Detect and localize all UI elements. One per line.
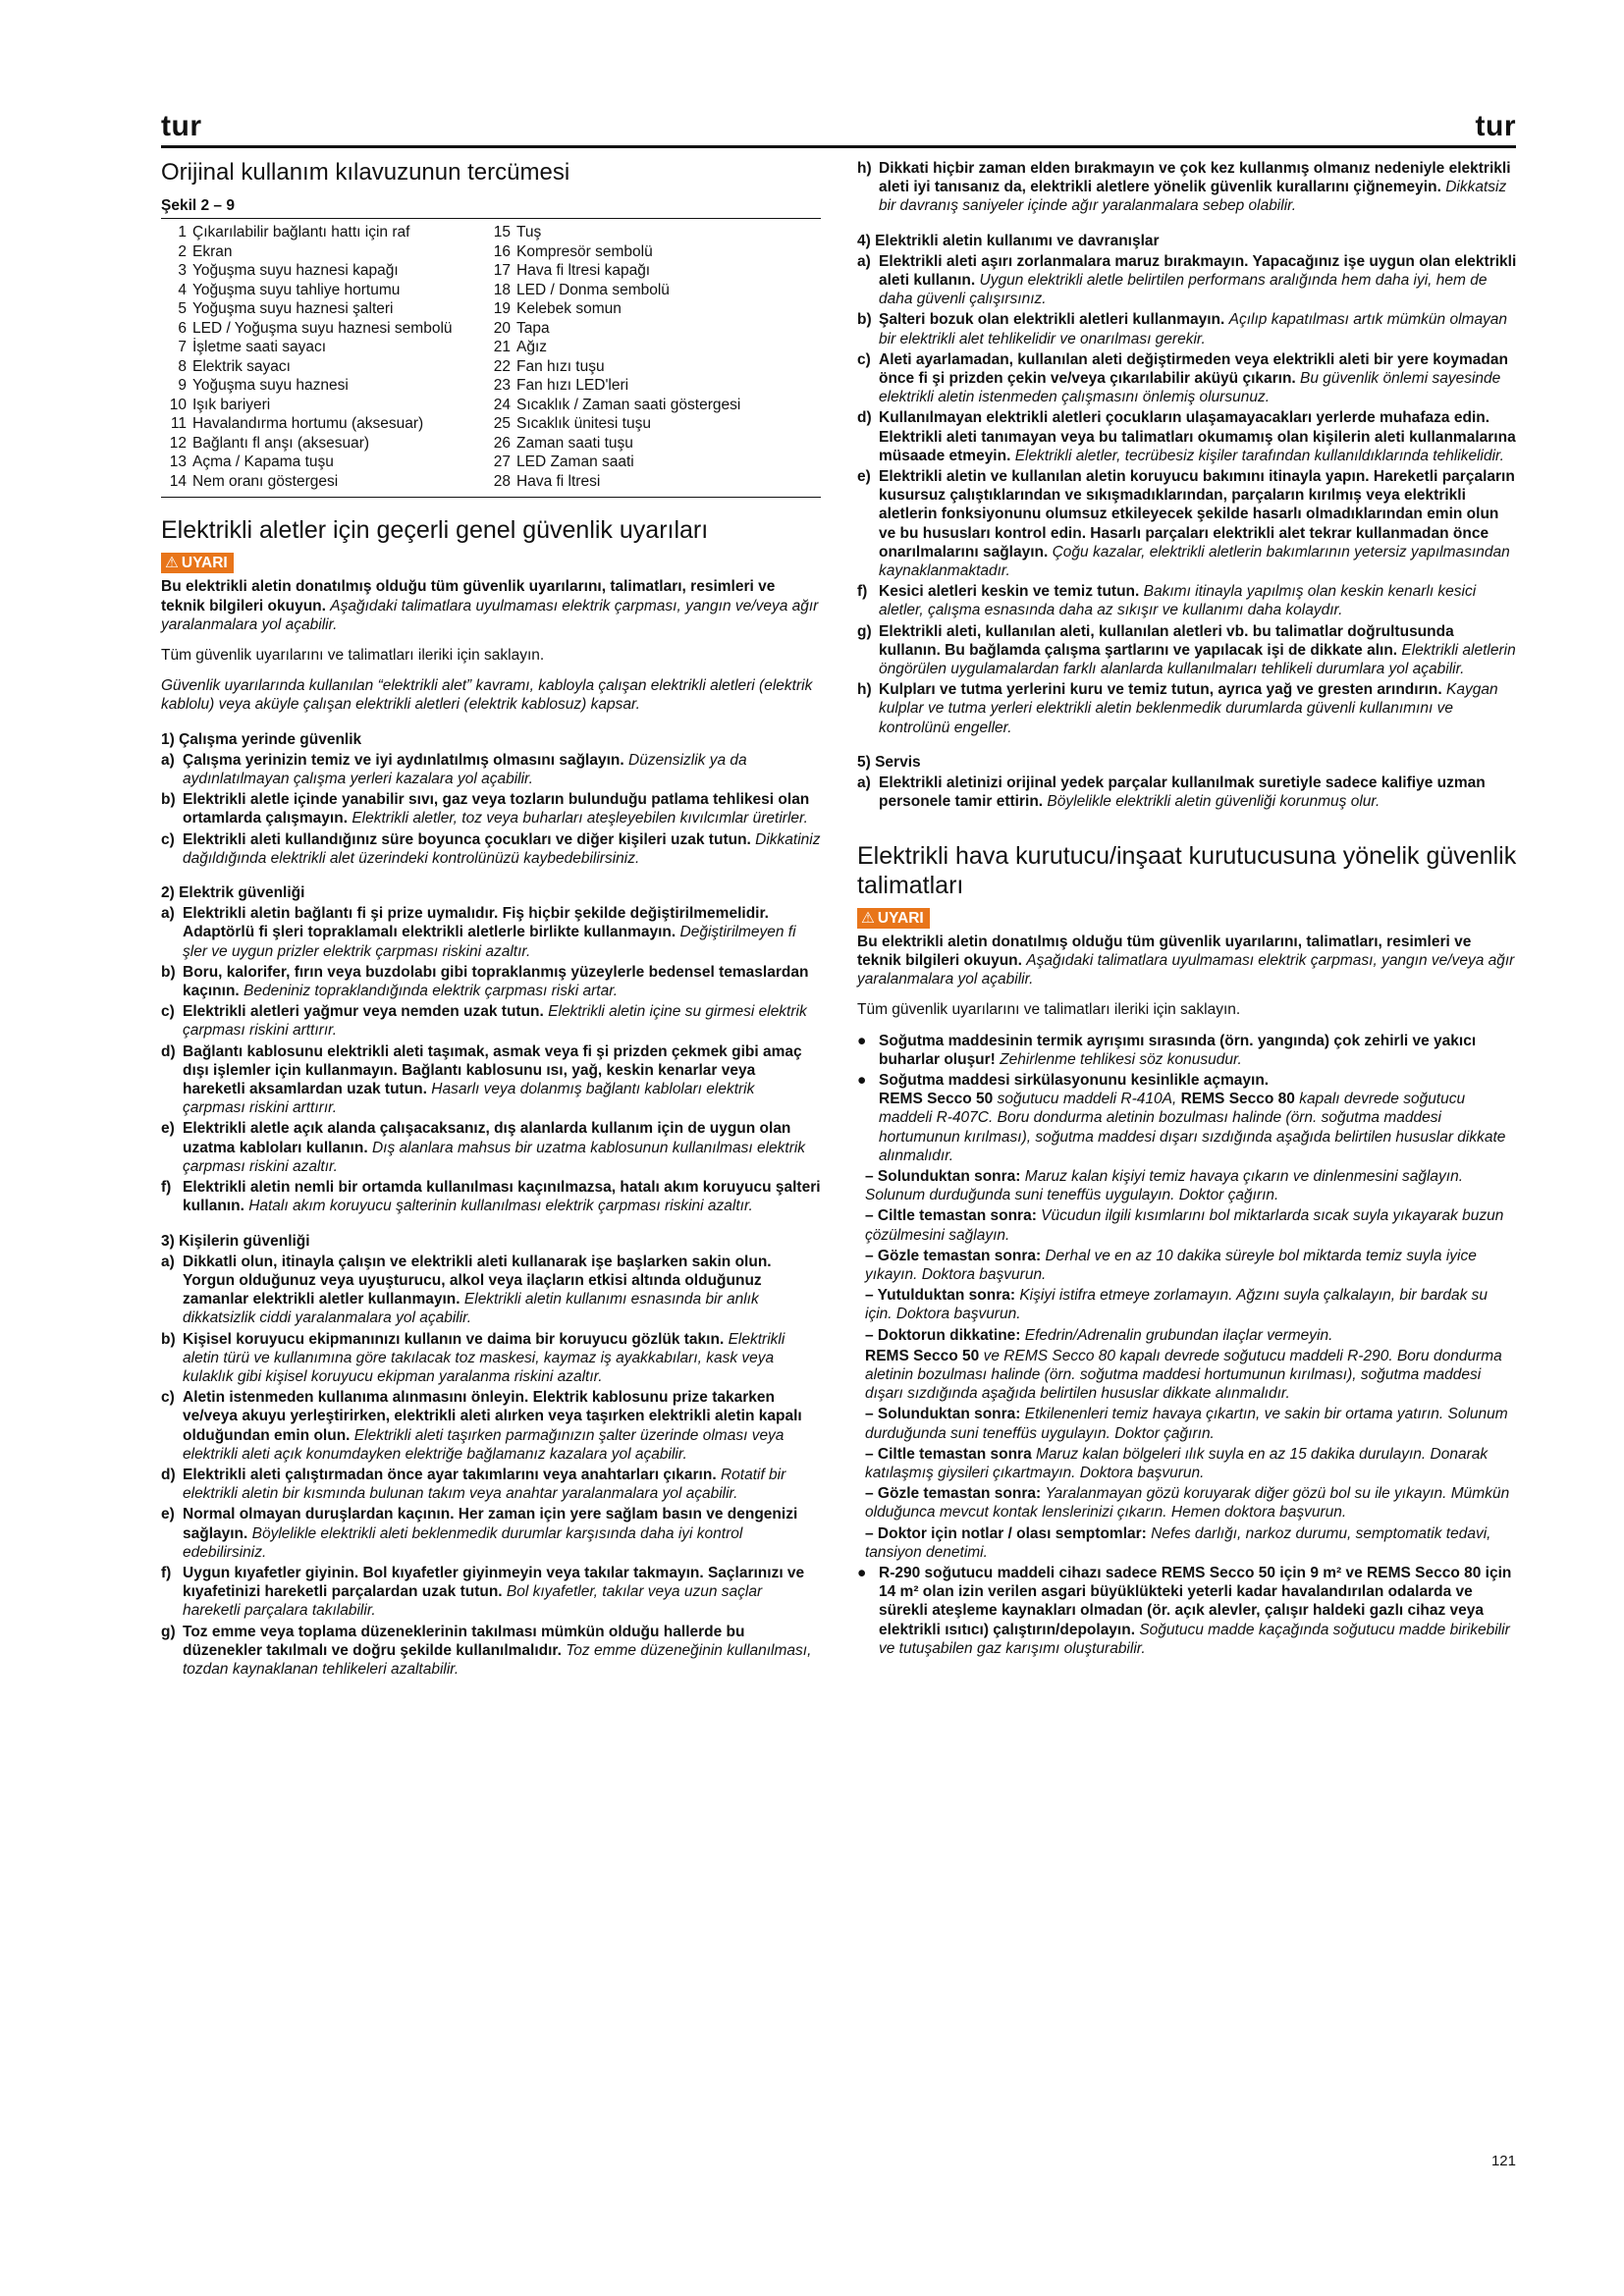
item-letter: g) bbox=[857, 622, 872, 640]
item-bold: Bağlantı kablosunu elektrikli aleti taşımak, asmak veya fi şi prizden çekmek gibi amaç dışı işlemler için kullanmayın. Bağlantı kablosunu ısı, yağ, keskin kenarlar veya hareketli aksamlardan uzak tutun. bbox=[183, 1042, 802, 1098]
legend-item bbox=[485, 319, 819, 339]
step-italic: Vücudun ilgili kısımlarını bol miktarlarda sıcak suyla yıkayarak buzun çözülmesini sağlayın. bbox=[865, 1207, 1504, 1244]
legend-item bbox=[161, 319, 485, 339]
item-bold: Kişisel koruyucu ekipmanınızı kullanın ve daima bir koruyucu gözlük takın. bbox=[183, 1330, 725, 1348]
legend-number: 18 bbox=[493, 281, 511, 298]
item-bold: Boru, kalorifer, fırın veya buzdolabı gibi topraklanmış yüzeylerle bedensel temaslardan kaçının. bbox=[183, 963, 809, 1000]
item-bold: Elektrikli aleti aşırı zorlanmalara maruz bırakmayın. Yapacağınız işe uygun olan elektrikli aleti kullanın. bbox=[879, 252, 1517, 290]
item-bold: Elektrikli aleti, kullanılan aleti, kullanılan aletleri vb. bu talimatlar doğrultusunda kullanın. Bu bağlamda çalışma şartlarını ve yapılacak işi de dikkate alın. bbox=[879, 622, 1454, 659]
legend-item bbox=[161, 299, 485, 319]
instruction-item bbox=[161, 751, 821, 788]
step-italic: Efedrin/Adrenalin grubundan ilaçlar vermeyin. bbox=[1024, 1326, 1333, 1344]
legend-label: Ağız bbox=[516, 339, 548, 356]
legend-column-1 bbox=[161, 223, 485, 491]
instruction-item bbox=[857, 622, 1517, 679]
item-letter: a) bbox=[161, 905, 175, 923]
left-column bbox=[161, 159, 821, 1681]
legend-label: Yoğuşma suyu haznesi şalteri bbox=[192, 300, 394, 318]
legend-number: 7 bbox=[178, 339, 187, 356]
legend-number: 10 bbox=[169, 396, 187, 413]
item-text bbox=[183, 1178, 821, 1215]
item-letter: b) bbox=[161, 791, 176, 809]
item-italic: Dış alanlara mahsus bir uzatma kablosunun kullanılması elektrik çarpması riskini azaltır. bbox=[183, 1139, 806, 1175]
instruction-item bbox=[161, 963, 821, 1000]
step-italic: Etkilenenleri temiz havaya çıkartın, ve sakin bir ortama yatırın. Solunum durduğunda suni teneffüs uygulayın. Doktor çağırın. bbox=[865, 1406, 1508, 1442]
item-letter: e) bbox=[857, 468, 871, 486]
item-text bbox=[879, 408, 1517, 465]
instruction-item bbox=[857, 582, 1517, 619]
legend-number: 19 bbox=[493, 300, 511, 318]
intro-italic: Aşağıdaki talimatlara uyulmaması elektrik çarpması, yangın ve/veya ağır yaralanmalara yol açabilir. bbox=[161, 597, 819, 633]
legend-item bbox=[161, 338, 485, 357]
item-bold: Kesici aletleri keskin ve temiz tutun. bbox=[879, 583, 1140, 601]
legend-item bbox=[161, 281, 485, 300]
first-aid-step bbox=[865, 1206, 1517, 1244]
item-text bbox=[183, 904, 821, 961]
item-text bbox=[183, 1330, 821, 1387]
legend-number: 6 bbox=[178, 319, 187, 337]
product-name: REMS Secco 80 bbox=[1180, 1091, 1295, 1108]
legend-number: 9 bbox=[178, 377, 187, 395]
step-bold: – Ciltle temastan sonra: bbox=[865, 1207, 1037, 1225]
item-text bbox=[183, 790, 821, 828]
legend-number: 1 bbox=[178, 224, 187, 241]
step-bold: – Gözle temastan sonra: bbox=[865, 1485, 1042, 1503]
item-italic: Hasarlı veya dolanmış bağlantı kabloları elektrik çarpması riskini arttırır. bbox=[183, 1081, 755, 1117]
product-text: kapalı devrede soğutucu maddeli R-407C. Boru dondurma aletinin bozulması halinde (örn. soğutma maddesi hortumunun kırılması), soğutma maddesi dışarı sızdığında aşağıda belirtilen hususlar dikkate alınmalıdır. bbox=[879, 1091, 1506, 1164]
warning-label: UYARI bbox=[181, 555, 228, 572]
item-text bbox=[183, 963, 821, 1000]
item-letter: e) bbox=[161, 1506, 175, 1523]
item-text bbox=[183, 830, 821, 868]
item-text bbox=[879, 467, 1517, 580]
instruction-item bbox=[161, 1388, 821, 1464]
item-text bbox=[183, 1564, 821, 1621]
instruction-item bbox=[161, 1564, 821, 1621]
first-aid-step bbox=[865, 1326, 1517, 1345]
item-letter: b) bbox=[161, 963, 176, 981]
legend-item bbox=[485, 261, 819, 281]
legend-label: Fan hızı LED'leri bbox=[516, 377, 629, 395]
item-bold: Elektrikli aletleri yağmur veya nemden uzak tutun. bbox=[183, 1003, 544, 1021]
item-italic: Elektrikli aletin türü ve kullanımına göre takılacak toz maskesi, kaymaz iş ayakkabıları, kask veya kulaklık gibi kişisel koruyucu ekipman yaralanma riskini azaltır. bbox=[183, 1330, 785, 1385]
dryer-intro bbox=[857, 933, 1517, 989]
legend-number: 14 bbox=[169, 472, 187, 490]
legend-column-2 bbox=[485, 223, 819, 491]
dryer-section-title: Elektrikli hava kurutucu/inşaat kurutucusuna yönelik güvenlik talimatları bbox=[857, 841, 1517, 899]
legend-label: Elektrik sayacı bbox=[192, 357, 291, 375]
bullet-bold: Soğutma maddesinin termik ayrışımı sırasında (örn. yangında) çok zehirli ve yakıcı buharlar oluşur! bbox=[879, 1032, 1477, 1068]
item-bold: Kullanılmayan elektrikli aletleri çocukların ulaşamayacakları yerlerde muhafaza edin. Elektrikli aleti tanımayan veya bu talimatları okumamış olan kişilerin aleti kullanmalarına müsaade etmeyin. bbox=[879, 409, 1516, 464]
instruction-item bbox=[161, 1178, 821, 1215]
item-text bbox=[183, 1253, 821, 1328]
warning-label: UYARI bbox=[877, 909, 924, 927]
first-aid-step bbox=[865, 1286, 1517, 1323]
item-letter: a) bbox=[857, 774, 871, 792]
legend-label: Kompresör sembolü bbox=[516, 242, 653, 260]
item-bold: Dikkati hiçbir zaman elden bırakmayın ve çok kez kullanmış olmanız nedeniyle elektrikli aleti iyi tanısanız da, elektrikli aletlere yönelik güvenlik kurallarını çiğnemeyin. bbox=[879, 160, 1511, 196]
legend-label: Tapa bbox=[516, 319, 550, 337]
first-aid-step bbox=[865, 1524, 1517, 1562]
legend-label: LED Zaman saati bbox=[516, 454, 634, 471]
item-letter: f) bbox=[857, 583, 868, 601]
item-text bbox=[879, 582, 1517, 619]
item-bold: Aletin istenmeden kullanıma alınmasını önleyin. Elektrik kablosunu prize takarken ve/veya akuyu yerleştirirken, elektrikli aleti alırken veya taşırken elektrikli aletin kapalı olduğundan emin olun. bbox=[183, 1389, 802, 1444]
legend-item bbox=[485, 223, 819, 242]
item-bold: Elektrikli aletle açık alanda çalışacaksanız, dış alanlarda kullanım için de uygun olan uzatma kabloları kullanın. bbox=[183, 1120, 791, 1156]
legend-number: 21 bbox=[493, 339, 511, 356]
item-text bbox=[183, 1505, 821, 1562]
item-italic: Bu güvenlik önlemi sayesinde elektrikli aletin istenmeden çalışmasını önlemiş olursunuz. bbox=[879, 370, 1501, 406]
item-bold: Dikkatli olun, itinayla çalışın ve elektrikli aleti kullanarak işe başlarken sakin olun. Yorgun olduğunuz veya uyuşturucu, alkol veya ilaçların etkisi altında olduğunuz zamanlar elektrikli aletler kullanmayın. bbox=[183, 1253, 772, 1308]
instruction-item bbox=[161, 1505, 821, 1562]
item-italic: Elektrikli aleti taşırken parmağınızın şalter üzerinde olması veya elektrikli aleti açık konumdayken elektriğe bağlamanız kazalara yol açabilir. bbox=[183, 1426, 785, 1463]
instruction-item bbox=[161, 1253, 821, 1328]
item-italic: Elektrikli aletler, toz veya buharları ateşleyebilen kıvılcımlar üretirler. bbox=[352, 810, 808, 828]
bullet-item bbox=[857, 1564, 1517, 1658]
instruction-item bbox=[857, 350, 1517, 407]
item-bold: Uygun kıyafetler giyinin. Bol kıyafetler giyinmeyin veya takılar takmayın. Saçlarınızı ve kıyafetinizi hareketli parçalardan uzak tutun. bbox=[183, 1564, 805, 1601]
legend-item bbox=[485, 338, 819, 357]
item-letter: h) bbox=[857, 160, 872, 177]
legend-item bbox=[485, 281, 819, 300]
item-text bbox=[183, 1002, 821, 1040]
item-italic: Rotatif bir elektrikli aletin bir kısmında bulunan takım veya anahtar yaralanmalara yol açabilir. bbox=[183, 1466, 786, 1503]
item-letter: a) bbox=[857, 252, 871, 270]
step-italic: Derhal ve en az 10 dakika süreyle bol miktarda temiz suyla iyice yıkayın. Doktora başvurun. bbox=[865, 1247, 1477, 1283]
bullet-bold: R-290 soğutucu maddeli cihazı sadece REMS Secco 50 için 9 m² ve REMS Secco 80 için 14 m² olan izin verilen asgari büyüklükteki yeterli kadar havalandırılan odalarda ve sürekli ateşleme kaynakları olmadan (ör. açık alevler, çalışır haldeki gazlı cihaz veya elektrikli ısıtıcı) çalıştırın/depolayın. bbox=[879, 1565, 1512, 1638]
section-title: 2) Elektrik güvenliği bbox=[161, 884, 305, 902]
legend-item bbox=[485, 472, 819, 492]
legend-number: 25 bbox=[493, 415, 511, 433]
step-italic: Yaralanmayan gözü koruyarak diğer gözü bol su ile yıkayın. Mümkün olduğunca mevcut kontak lenslerinizi çıkarın. Hemen doktora başvurun. bbox=[865, 1485, 1510, 1522]
item-italic: Elektrikli aletlerin öngörülen uygulamalardan farklı alanlarda kullanılmaları tehlikeli durumlara yol açabilir. bbox=[879, 641, 1516, 678]
item-italic: Dikkatsiz bir davranış saniyeler içinde ağır yaralanmalara sebep olabilir. bbox=[879, 179, 1507, 215]
legend-item bbox=[485, 242, 819, 262]
legend-label: Sıcaklık ünitesi tuşu bbox=[516, 415, 651, 433]
item-letter: a) bbox=[161, 1253, 175, 1270]
item-letter: f) bbox=[161, 1564, 172, 1581]
product-text: soğutucu maddeli R-410A, bbox=[997, 1091, 1177, 1108]
item-letter: a) bbox=[161, 751, 175, 769]
step-bold: – Doktor için notlar / olası semptomlar: bbox=[865, 1524, 1147, 1542]
bullet-item bbox=[857, 1071, 1517, 1165]
legend-label: Yoğuşma suyu tahliye hortumu bbox=[192, 281, 401, 298]
item-bold: Toz emme veya toplama düzeneklerinin takılması mümkün olduğu hallerde bu düzenekler takılmalı ve doğru şekilde kullanılmalıdır. bbox=[183, 1623, 745, 1659]
safety-intro bbox=[161, 577, 821, 634]
item-italic: Değiştirilmeyen fi şler ve uygun prizler elektrik çarpması riskini azaltır. bbox=[183, 924, 796, 960]
item-italic: Elektrikli aletin kullanımı esnasında bir anlık dikkatsizlik ciddi yaralanmalara yol açabilir. bbox=[183, 1291, 759, 1327]
legend-number: 20 bbox=[493, 319, 511, 337]
legend-label: Açma / Kapama tuşu bbox=[192, 454, 334, 471]
legend-item bbox=[485, 396, 819, 415]
item-italic: Elektrikli aletin içine su girmesi elektrik çarpması riskini arttırır. bbox=[183, 1003, 807, 1040]
item-italic: Dikkatiniz dağıldığında elektrikli alet üzerindeki kontrolünüzü kaybedebilirsiniz. bbox=[183, 830, 821, 867]
section-title: 4) Elektrikli aletin kullanımı ve davranışlar bbox=[857, 232, 1160, 249]
legend-item bbox=[161, 261, 485, 281]
bullet-icon: ● bbox=[857, 1071, 867, 1089]
legend-number: 4 bbox=[178, 281, 187, 298]
item-text bbox=[879, 622, 1517, 679]
item-letter: c) bbox=[161, 1389, 175, 1407]
item-text bbox=[183, 1388, 821, 1464]
item-italic: Böylelikle elektrikli aleti beklenmedik durumlar karşısında daha iyi kontrol edebilirsiniz. bbox=[183, 1524, 743, 1561]
first-aid-step bbox=[865, 1405, 1517, 1442]
item-letter: b) bbox=[857, 311, 872, 329]
item-text bbox=[879, 159, 1517, 216]
legend-item bbox=[161, 357, 485, 377]
legend-item bbox=[485, 376, 819, 396]
item-letter: d) bbox=[161, 1466, 176, 1483]
item-bold: Elektrikli aletin ve kullanılan aletin koruyucu bakımını itinayla yapın. Hareketli parçaların kusursuz çalıştıklarından ve sıkışmadıklarından, parçaların kırılmış veya elektrikli aletlerin fonksiyonunu olumsuz etkileyecek şekilde hasarlı olmadıklarından emin olun ve bu hususları kontrol edin. Hasarlı parçaları elektrikli alet tekrar kullanmadan önce onarılmalarını sağlayın. bbox=[879, 468, 1515, 561]
item-italic: Bol kıyafetler, takılar veya uzun saçlar hareketli parçalara takılabilir. bbox=[183, 1583, 763, 1620]
instruction-item bbox=[161, 1330, 821, 1387]
step-bold: – Ciltle temastan sonra bbox=[865, 1445, 1032, 1463]
item-bold: Elektrikli aletin bağlantı fi şi prize uymalıdır. Fiş hiçbir şekilde değiştirilmemelidir. Adaptörlü fi şleri topraklamalı elektrikli aletlerle birlikte kullanmayın. bbox=[183, 905, 769, 941]
legend-number: 13 bbox=[169, 454, 187, 471]
item-italic: Hatalı akım koruyucu şalterinin kullanılması elektrik çarpması riskini azaltır. bbox=[248, 1198, 753, 1215]
item-text bbox=[879, 310, 1517, 347]
step-bold: – Solunduktan sonra: bbox=[865, 1406, 1021, 1423]
section-title: 5) Servis bbox=[857, 753, 921, 771]
step-italic: Maruz kalan kişiyi temiz havaya çıkarın ve dinlenmesini sağlayın. Solunum durduğunda suni teneffüs uygulayın. Doktor çağırın. bbox=[865, 1167, 1464, 1204]
item-letter: h) bbox=[857, 681, 872, 699]
legend-label: Ekran bbox=[192, 242, 233, 260]
product-name: REMS Secco 50 bbox=[865, 1347, 980, 1364]
legend-number: 8 bbox=[178, 357, 187, 375]
legend-label: Sıcaklık / Zaman saati göstergesi bbox=[516, 396, 741, 413]
item-italic: Böylelikle elektrikli aletin güvenliği korunmuş olur. bbox=[1047, 793, 1380, 811]
language-code-right: tur bbox=[1475, 110, 1516, 142]
item-text bbox=[183, 751, 821, 788]
legend-number: 3 bbox=[178, 262, 187, 280]
instruction-item bbox=[161, 1042, 821, 1118]
instruction-item bbox=[161, 830, 821, 868]
legend-label: Kelebek somun bbox=[516, 300, 622, 318]
item-italic: Toz emme düzeneğinin kullanılması, tozdan kaynaklanan tehlikeleri azaltabilir. bbox=[183, 1641, 812, 1678]
item-letter: g) bbox=[161, 1623, 176, 1640]
warning-badge-2 bbox=[857, 908, 930, 929]
bullet-icon: ● bbox=[857, 1032, 867, 1049]
item-letter: c) bbox=[857, 350, 871, 368]
first-aid-step bbox=[865, 1167, 1517, 1204]
section-title: 1) Çalışma yerinde güvenlik bbox=[161, 730, 362, 748]
legend-item bbox=[161, 414, 485, 434]
legend-label: Zaman saati tuşu bbox=[516, 434, 633, 452]
step-italic: Maruz kalan bölgeleri ılık suyla en az 15 dakika durulayın. Donarak katılaşmış giysileri çıkartmayın. Doktora başvurun. bbox=[865, 1445, 1489, 1481]
item-text bbox=[879, 680, 1517, 737]
item-bold: Aleti ayarlamadan, kullanılan aleti değiştirmeden veya elektrikli aleti bir yere koymadan önce fi şi prizden çekin ve/veya çıkarılabilir aküyü çıkarın. bbox=[879, 350, 1508, 388]
legend-item bbox=[161, 472, 485, 492]
page-header bbox=[161, 106, 1516, 148]
step-bold: – Solunduktan sonra: bbox=[865, 1167, 1021, 1185]
item-bold: Çalışma yerinizin temiz ve iyi aydınlatılmış olmasını sağlayın. bbox=[183, 751, 624, 769]
item-text bbox=[183, 1623, 821, 1680]
legend-label: Hava fi ltresi bbox=[516, 472, 601, 490]
step-italic: Nefes darlığı, narkoz durumu, semptomatik tedavi, tansiyon denetimi. bbox=[865, 1524, 1491, 1561]
item-text bbox=[183, 1466, 821, 1503]
item-italic: Çoğu kazalar, elektrikli aletlerin bakımlarının yetersiz yapılmasından kaynaklanmaktadır. bbox=[879, 543, 1510, 580]
safety-section-title: Elektrikli aletler için geçerli genel güvenlik uyarıları bbox=[161, 516, 709, 545]
first-aid-steps-b bbox=[857, 1405, 1517, 1562]
language-code-left: tur bbox=[161, 110, 202, 142]
instruction-item bbox=[161, 1623, 821, 1680]
legend-number: 16 bbox=[493, 242, 511, 260]
item-text bbox=[879, 252, 1517, 309]
legend-label: Havalandırma hortumu (aksesuar) bbox=[192, 415, 424, 433]
item-bold: Elektrikli aletle içinde yanabilir sıvı, gaz veya tozların bulunduğu patlama tehlikesi olan ortamlarda çalışmayın. bbox=[183, 791, 810, 828]
instruction-item bbox=[857, 159, 1517, 216]
item-bold: Elektrikli aleti çalıştırmadan önce ayar takımlarını veya anahtarları çıkarın. bbox=[183, 1466, 717, 1483]
figure-reference: Şekil 2 – 9 bbox=[161, 196, 821, 219]
left-safety-sections bbox=[161, 730, 821, 1680]
legend-number: 27 bbox=[493, 454, 511, 471]
legend-number: 17 bbox=[493, 262, 511, 280]
step-bold: – Yutulduktan sonra: bbox=[865, 1287, 1016, 1305]
item-italic: Uygun elektrikli aletle belirtilen performans aralığında hem daha iyi, hem de daha güvenli çalışırsınız. bbox=[879, 272, 1488, 308]
warning-badge bbox=[161, 553, 234, 573]
item-letter: d) bbox=[161, 1042, 176, 1060]
step-bold: – Gözle temastan sonra: bbox=[865, 1247, 1042, 1264]
item-italic: Bakımı itinayla yapılmış olan keskin kenarlı kesici aletler, çalışma esnasında daha az sıkışır ve kullanımı daha kolaydır. bbox=[879, 583, 1477, 619]
legend-number: 2 bbox=[178, 242, 187, 260]
item-text bbox=[879, 774, 1517, 811]
keep-note-2: Tüm güvenlik uyarılarını ve talimatları ileriki için saklayın. bbox=[857, 1001, 1241, 1019]
definition-text: Güvenlik uyarılarında kullanılan “elektrikli alet” kavramı, kabloyla çalışan elektrikli aletleri (elektrik kablolu) veya aküyle çalışan elektrikli aletleri (elektrik kablosuz) kapsar. bbox=[161, 677, 813, 714]
legend-label: Yoğuşma suyu haznesi bbox=[192, 377, 349, 395]
intro-italic: Aşağıdaki talimatlara uyulmaması elektrik çarpması, yangın ve/veya ağır yaralanmalara yol açabilir. bbox=[857, 951, 1515, 988]
product-name: REMS Secco 50 bbox=[879, 1091, 994, 1108]
instruction-item bbox=[161, 1119, 821, 1176]
warning-icon: ⚠ bbox=[861, 909, 875, 927]
instruction-item bbox=[857, 408, 1517, 465]
legend-number: 24 bbox=[493, 396, 511, 413]
instruction-item bbox=[161, 790, 821, 828]
item-letter: d) bbox=[857, 409, 872, 427]
intro-bold: Bu elektrikli aletin donatılmış olduğu tüm güvenlik uyarılarını, talimatları, resimleri ve teknik bilgileri okuyun. bbox=[161, 578, 776, 614]
bullet-italic: Zehirlenme tehlikesi söz konusudur. bbox=[1000, 1050, 1242, 1068]
section-title: 3) Kişilerin güvenliği bbox=[161, 1232, 310, 1250]
item-italic: Elektrikli aletler, tecrübesiz kişiler tarafından kullanıldıklarında tehlikelidir. bbox=[1014, 447, 1504, 464]
item-bold: Normal olmayan duruşlardan kaçının. Her zaman için yere sağlam basın ve dengenizi sağlayın. bbox=[183, 1506, 798, 1542]
right-top-items bbox=[857, 159, 1517, 216]
item-italic: Düzensizlik ya da aydınlatılmayan çalışma yerleri kazalara yol açabilir. bbox=[183, 751, 747, 788]
document-title: Orijinal kullanım kılavuzunun tercümesi bbox=[161, 159, 570, 186]
bullet-italic: Soğutucu madde kaçağında soğutucu madde birikebilir ve tutuşabilen gaz karışımı oluşturabilir. bbox=[879, 1621, 1510, 1657]
legend-label: Çıkarılabilir bağlantı hattı için raf bbox=[192, 224, 410, 241]
legend-item bbox=[161, 223, 485, 242]
legend-item bbox=[485, 414, 819, 434]
legend-number: 22 bbox=[493, 357, 511, 375]
legend-label: Işık bariyeri bbox=[192, 396, 271, 413]
item-bold: Elektrikli aletin nemli bir ortamda kullanılması kaçınılmazsa, hatalı akım koruyucu şalteri kullanın. bbox=[183, 1179, 821, 1215]
legend-item bbox=[485, 434, 819, 454]
item-letter: b) bbox=[161, 1330, 176, 1348]
bullet-item bbox=[857, 1032, 1517, 1069]
instruction-item bbox=[161, 1466, 821, 1503]
legend-number: 23 bbox=[493, 377, 511, 395]
instruction-item bbox=[857, 680, 1517, 737]
legend-item bbox=[485, 299, 819, 319]
item-italic: Bedeniniz topraklandığında elektrik çarpması riski artar. bbox=[244, 983, 619, 1000]
item-text bbox=[183, 1042, 821, 1118]
legend-item bbox=[161, 376, 485, 396]
legend-item bbox=[161, 242, 485, 262]
legend-number: 26 bbox=[493, 434, 511, 452]
legend-number: 28 bbox=[493, 472, 511, 490]
parts-legend bbox=[161, 223, 821, 498]
legend-number: 12 bbox=[169, 434, 187, 452]
legend-label: İşletme saati sayacı bbox=[192, 339, 327, 356]
keep-note: Tüm güvenlik uyarılarını ve talimatları ileriki için saklayın. bbox=[161, 647, 545, 665]
legend-label: Hava fi ltresi kapağı bbox=[516, 262, 651, 280]
legend-item bbox=[161, 396, 485, 415]
step-bold: – Doktorun dikkatine: bbox=[865, 1326, 1021, 1344]
intro-bold: Bu elektrikli aletin donatılmış olduğu tüm güvenlik uyarılarını, talimatları, resimleri ve teknik bilgileri okuyun. bbox=[857, 933, 1472, 969]
step-italic: Kişiyi istifra etmeye zorlamayın. Ağzını suyla çalkalayın, bir bardak su için. Doktora başvurun. bbox=[865, 1287, 1489, 1323]
page-number: 121 bbox=[1490, 2153, 1516, 2169]
first-aid-steps-a bbox=[857, 1167, 1517, 1345]
legend-label: Nem oranı göstergesi bbox=[192, 472, 339, 490]
item-letter: e) bbox=[161, 1120, 175, 1138]
instruction-item bbox=[857, 467, 1517, 580]
item-text bbox=[183, 1119, 821, 1176]
item-bold: Şalteri bozuk olan elektrikli aletleri kullanmayın. bbox=[879, 311, 1225, 329]
first-aid-step bbox=[865, 1484, 1517, 1522]
legend-label: LED / Yoğuşma suyu haznesi sembolü bbox=[192, 319, 453, 337]
legend-label: Fan hızı tuşu bbox=[516, 357, 605, 375]
legend-item bbox=[485, 453, 819, 472]
instruction-item bbox=[857, 310, 1517, 347]
first-aid-step bbox=[865, 1445, 1517, 1482]
instruction-item bbox=[857, 252, 1517, 309]
instruction-item bbox=[857, 774, 1517, 811]
legend-label: LED / Donma sembolü bbox=[516, 281, 670, 298]
legend-label: Tuş bbox=[516, 224, 542, 241]
item-letter: c) bbox=[161, 830, 175, 848]
item-italic: Kaygan kulplar ve tutma yerleri elektrikli aletin beklenmedik durumlarda güvenli kullanımını ve kontrolünü engeller. bbox=[879, 681, 1498, 736]
item-bold: Kulpları ve tutma yerlerini kuru ve temiz tutun, ayrıca yağ ve gresten arındırın. bbox=[879, 681, 1442, 699]
right-safety-sections bbox=[857, 232, 1517, 812]
legend-item bbox=[161, 453, 485, 472]
instruction-item bbox=[161, 904, 821, 961]
legend-label: Bağlantı fl anşı (aksesuar) bbox=[192, 434, 370, 452]
item-italic: Açılıp kapatılması artık mümkün olmayan bir elektrikli alet tehlikelidir ve onarılması gerekir. bbox=[879, 311, 1508, 347]
item-bold: Elektrikli aleti kullandığınız süre boyunca çocukları ve diğer kişileri uzak tutun. bbox=[183, 830, 751, 848]
product-text: ve REMS Secco 80 kapalı devrede soğutucu maddeli R-290. Boru dondurma aletinin bozulması halinde (örn. soğutma maddesi hortumunun kırılması), soğutma maddesi dışarı sızdığında aşağıda belirtilen hususlar dikkate alınmalıdır. bbox=[865, 1347, 1502, 1403]
instruction-item bbox=[161, 1002, 821, 1040]
legend-item bbox=[485, 357, 819, 377]
item-letter: f) bbox=[161, 1179, 172, 1197]
item-letter: c) bbox=[161, 1003, 175, 1021]
warning-icon: ⚠ bbox=[165, 555, 179, 572]
legend-number: 15 bbox=[493, 224, 511, 241]
item-bold: Elektrikli aletinizi orijinal yedek parçalar kullanılmak suretiyle sadece kalifiye uzman personele tamir ettirin. bbox=[879, 774, 1486, 811]
bullet-bold: Soğutma maddesi sirkülasyonunu kesinlikle açmayın. bbox=[879, 1071, 1270, 1089]
legend-item bbox=[161, 434, 485, 454]
bullet-icon: ● bbox=[857, 1565, 867, 1581]
legend-number: 5 bbox=[178, 300, 187, 318]
right-column bbox=[857, 159, 1517, 1660]
secco-both-block bbox=[865, 1347, 1517, 1404]
legend-number: 11 bbox=[170, 415, 187, 433]
item-text bbox=[879, 350, 1517, 407]
legend-label: Yoğuşma suyu haznesi kapağı bbox=[192, 262, 399, 280]
first-aid-step bbox=[865, 1247, 1517, 1284]
